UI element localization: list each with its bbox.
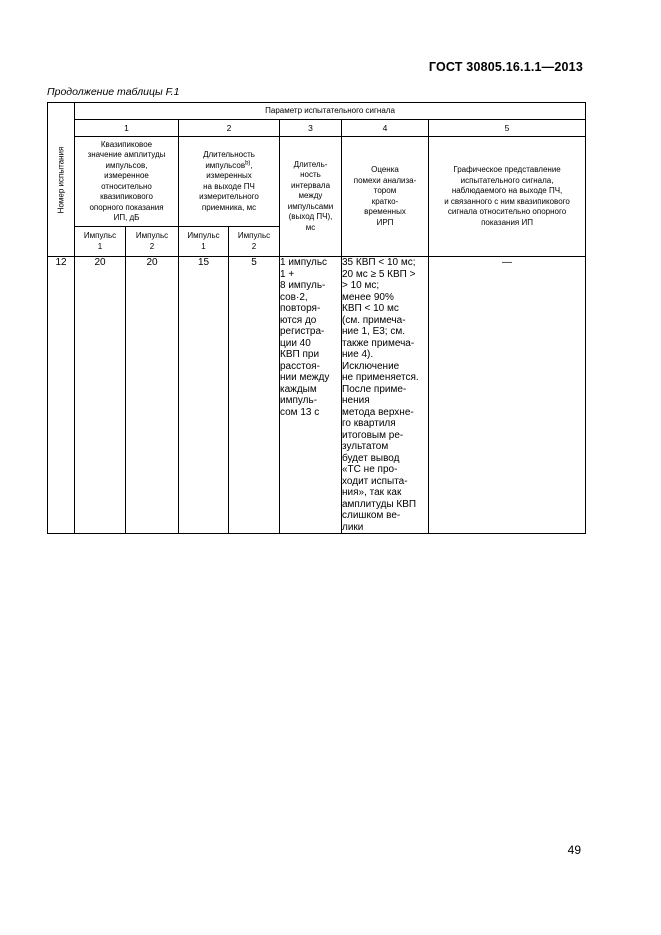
duration-pulse-2-header: Импульс 2 <box>229 227 280 257</box>
column-number-1: 1 <box>75 120 179 137</box>
group-header: Параметр испытательного сигнала <box>75 103 586 120</box>
amplitude-pulse-1-header: Импульс 1 <box>75 227 126 257</box>
duration-header-rest: , измеренных на выходе ПЧ измерительного приемника, мс <box>199 160 259 212</box>
table-row <box>48 257 586 534</box>
assessment-cell: 35 КВП < 10 мс; 20 мс ≥ 5 КВП > > 10 мс; менее 90% КВП < 10 мс (см. примеча- ние 1, Е3; см. также примеча- ние 4). Исключение не применяется. После приме- нения метода верхне- го квартиля итоговым ре- зультатом будет вывод «ТС не про- ходит испыта- ния», так как амплитуды КВП слишком ве- лики <box>342 257 429 534</box>
row-number-header-label: Номер испытания <box>56 146 66 213</box>
column-number-3: 3 <box>280 120 342 137</box>
duration-pulse-1-cell: 15 <box>179 257 229 534</box>
duration-header-main: Длительность импульсов <box>203 150 255 170</box>
table-caption: Продолжение таблицы F.1 <box>47 86 180 98</box>
duration-header-footnote: b) <box>245 159 251 166</box>
amplitude-pulse-2-header: Импульс 2 <box>126 227 179 257</box>
amplitude-pulse-2-cell: 20 <box>126 257 179 534</box>
amplitude-pulse-1-cell: 20 <box>75 257 126 534</box>
test-number-cell: 12 <box>48 257 75 534</box>
column-number-4: 4 <box>342 120 429 137</box>
column-number-2: 2 <box>179 120 280 137</box>
parameters-table <box>47 102 586 534</box>
interval-cell: 1 импульс 1 + 8 импуль- сов·2, повторя- ются до регистра- ции 40 КВП при расстоя- нии между каждым импуль- сом 13 с <box>280 257 342 534</box>
row-number-header <box>48 103 75 257</box>
page-number: 49 <box>567 843 581 857</box>
graphic-header: Графическое представление испытательного сигнала, наблюдаемого на выходе ПЧ, и связанного с ним квазипикового сигнала относительно опорного показания ИП <box>429 137 586 257</box>
column-number-5: 5 <box>429 120 586 137</box>
duration-pulse-1-header: Импульс 1 <box>179 227 229 257</box>
duration-header <box>179 137 280 227</box>
assessment-header: Оценка помехи анализа- тором кратко- временных ИРП <box>342 137 429 257</box>
interval-header: Длитель- ность интервала между импульсами (выход ПЧ), мс <box>280 137 342 257</box>
graphic-cell: — <box>429 257 586 534</box>
document-code: ГОСТ 30805.16.1.1—2013 <box>428 60 583 74</box>
duration-pulse-2-cell: 5 <box>229 257 280 534</box>
amplitude-header: Квазипиковое значение амплитуды импульсов, измеренное относительно квазипикового опорного показания ИП, дБ <box>75 137 179 227</box>
